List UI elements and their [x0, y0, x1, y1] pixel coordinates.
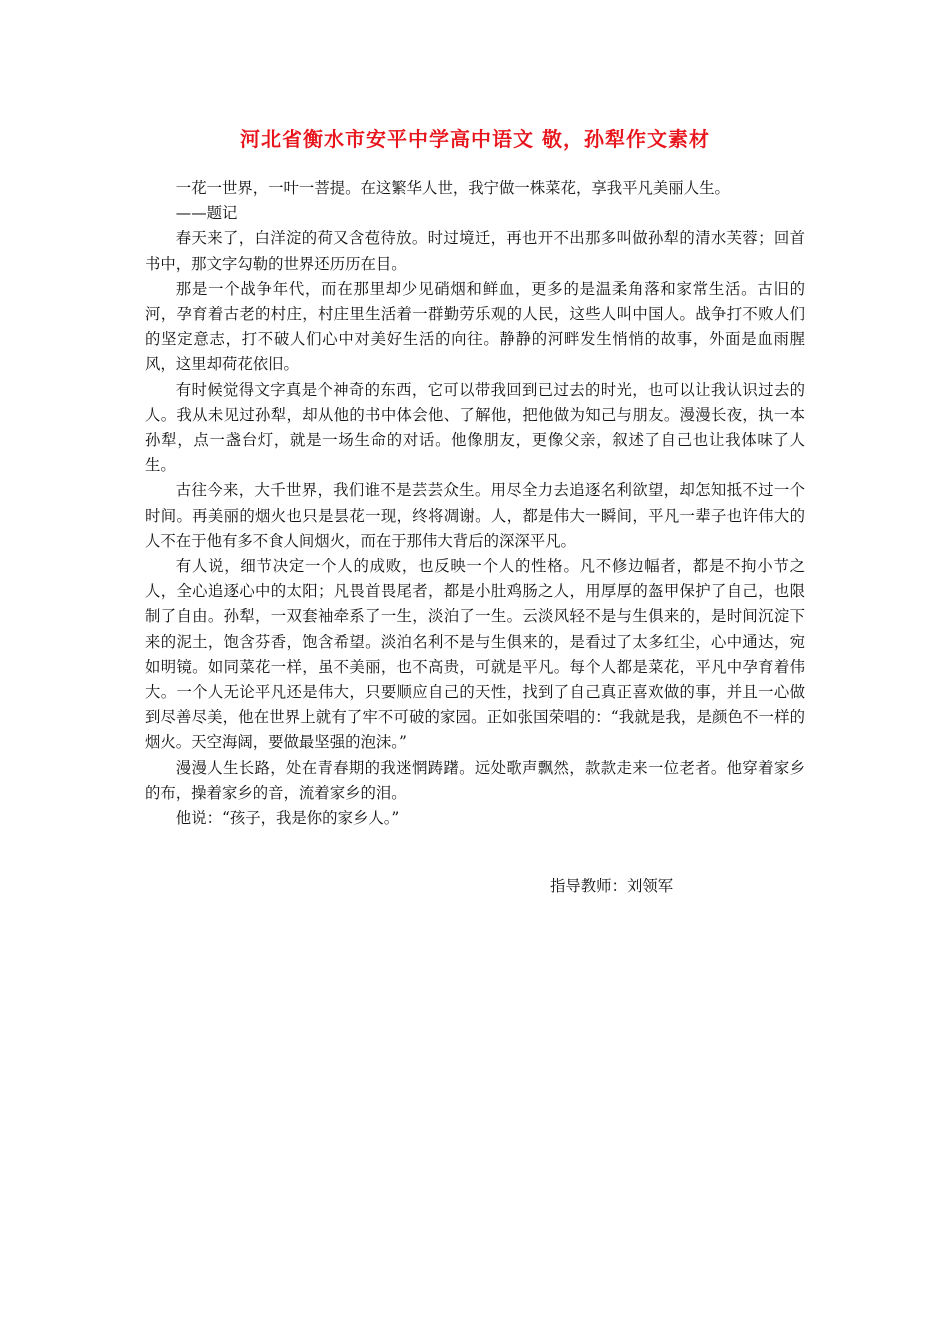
epigraph-signature: ——题记: [175, 204, 238, 223]
document-title: 河北省衡水市安平中学高中语文 敬，孙犁作文素材: [240, 127, 710, 151]
paragraph: 有时候觉得文字真是个神奇的东西，它可以带我回到已过去的时光，也可以让我认识过去的人。我从未见过孙犁，却从他的书中体会他、了解他，把他做为知己与朋友。漫漫长夜，执一本孙犁，点一盏台灯，就是一场生命的对话。他像朋友，更像父亲，叙述了自己也让我体味了人生。: [145, 380, 805, 475]
paragraph: 春天来了，白洋淀的荷又含苞待放。时过境迁，再也开不出那多叫做孙犁的清水芙蓉；回首书中，那文字勾勒的世界还历历在目。: [145, 229, 805, 273]
paragraph: 古往今来，大千世界，我们谁不是芸芸众生。用尽全力去追逐名利欲望，却怎知抵不过一个时间。再美丽的烟火也只是昙花一现，终将凋谢。人，都是伟大一瞬间，平凡一辈子也许伟大的人不在于他有多不食人间烟火，而在于那伟大背后的深深平凡。: [145, 481, 805, 550]
paragraph: 有人说，细节决定一个人的成败，也反映一个人的性格。凡不修边幅者，都是不拘小节之人，全心追逐心中的太阳；凡畏首畏尾者，都是小肚鸡肠之人，用厚厚的盔甲保护了自己，也限制了自由。孙犁，一双套袖牵系了一生，淡泊了一生。云淡风轻不是与生俱来的，是时间沉淀下来的泥土，饱含芬香，饱含希望。淡泊名利不是与生俱来的，是看过了太多红尘，心中通达，宛如明镜。如同菜花一样，虽不美丽，也不高贵，可就是平凡。每个人都是菜花，平凡中孕育着伟大。一个人无论平凡还是伟大，只要顺应自己的天性，找到了自己真正喜欢做的事，并且一心做到尽善尽美，他在世界上就有了牢不可破的家园。正如张国荣唱的：“我就是我，是颜色不一样的烟火。天空海阔，要做最坚强的泡沫。”: [145, 557, 805, 752]
paragraph: 他说：“孩子，我是你的家乡人。”: [175, 809, 400, 828]
epigraph: 一花一世界，一叶一菩提。在这繁华人世，我宁做一株菜花，享我平凡美丽人生。: [175, 179, 730, 197]
paragraph: 那是一个战争年代，而在那里却少见硝烟和鲜血，更多的是温柔角落和家常生活。古旧的河，孕育着古老的村庄，村庄里生活着一群勤劳乐观的人民，这些人叫中国人。战争打不败人们的坚定意志，打不破人们心中对美好生活的向往。静静的河畔发生悄悄的故事，外面是血雨腥风，这里却荷花依旧。: [145, 279, 805, 374]
teacher-credit: 指导教师：刘领军: [550, 877, 674, 895]
paragraph: 漫漫人生长路，处在青春期的我迷惘踌躇。远处歌声飘然，款款走来一位老者。他穿着家乡的布，操着家乡的音，流着家乡的泪。: [145, 758, 805, 802]
document-body: [145, 176, 805, 831]
